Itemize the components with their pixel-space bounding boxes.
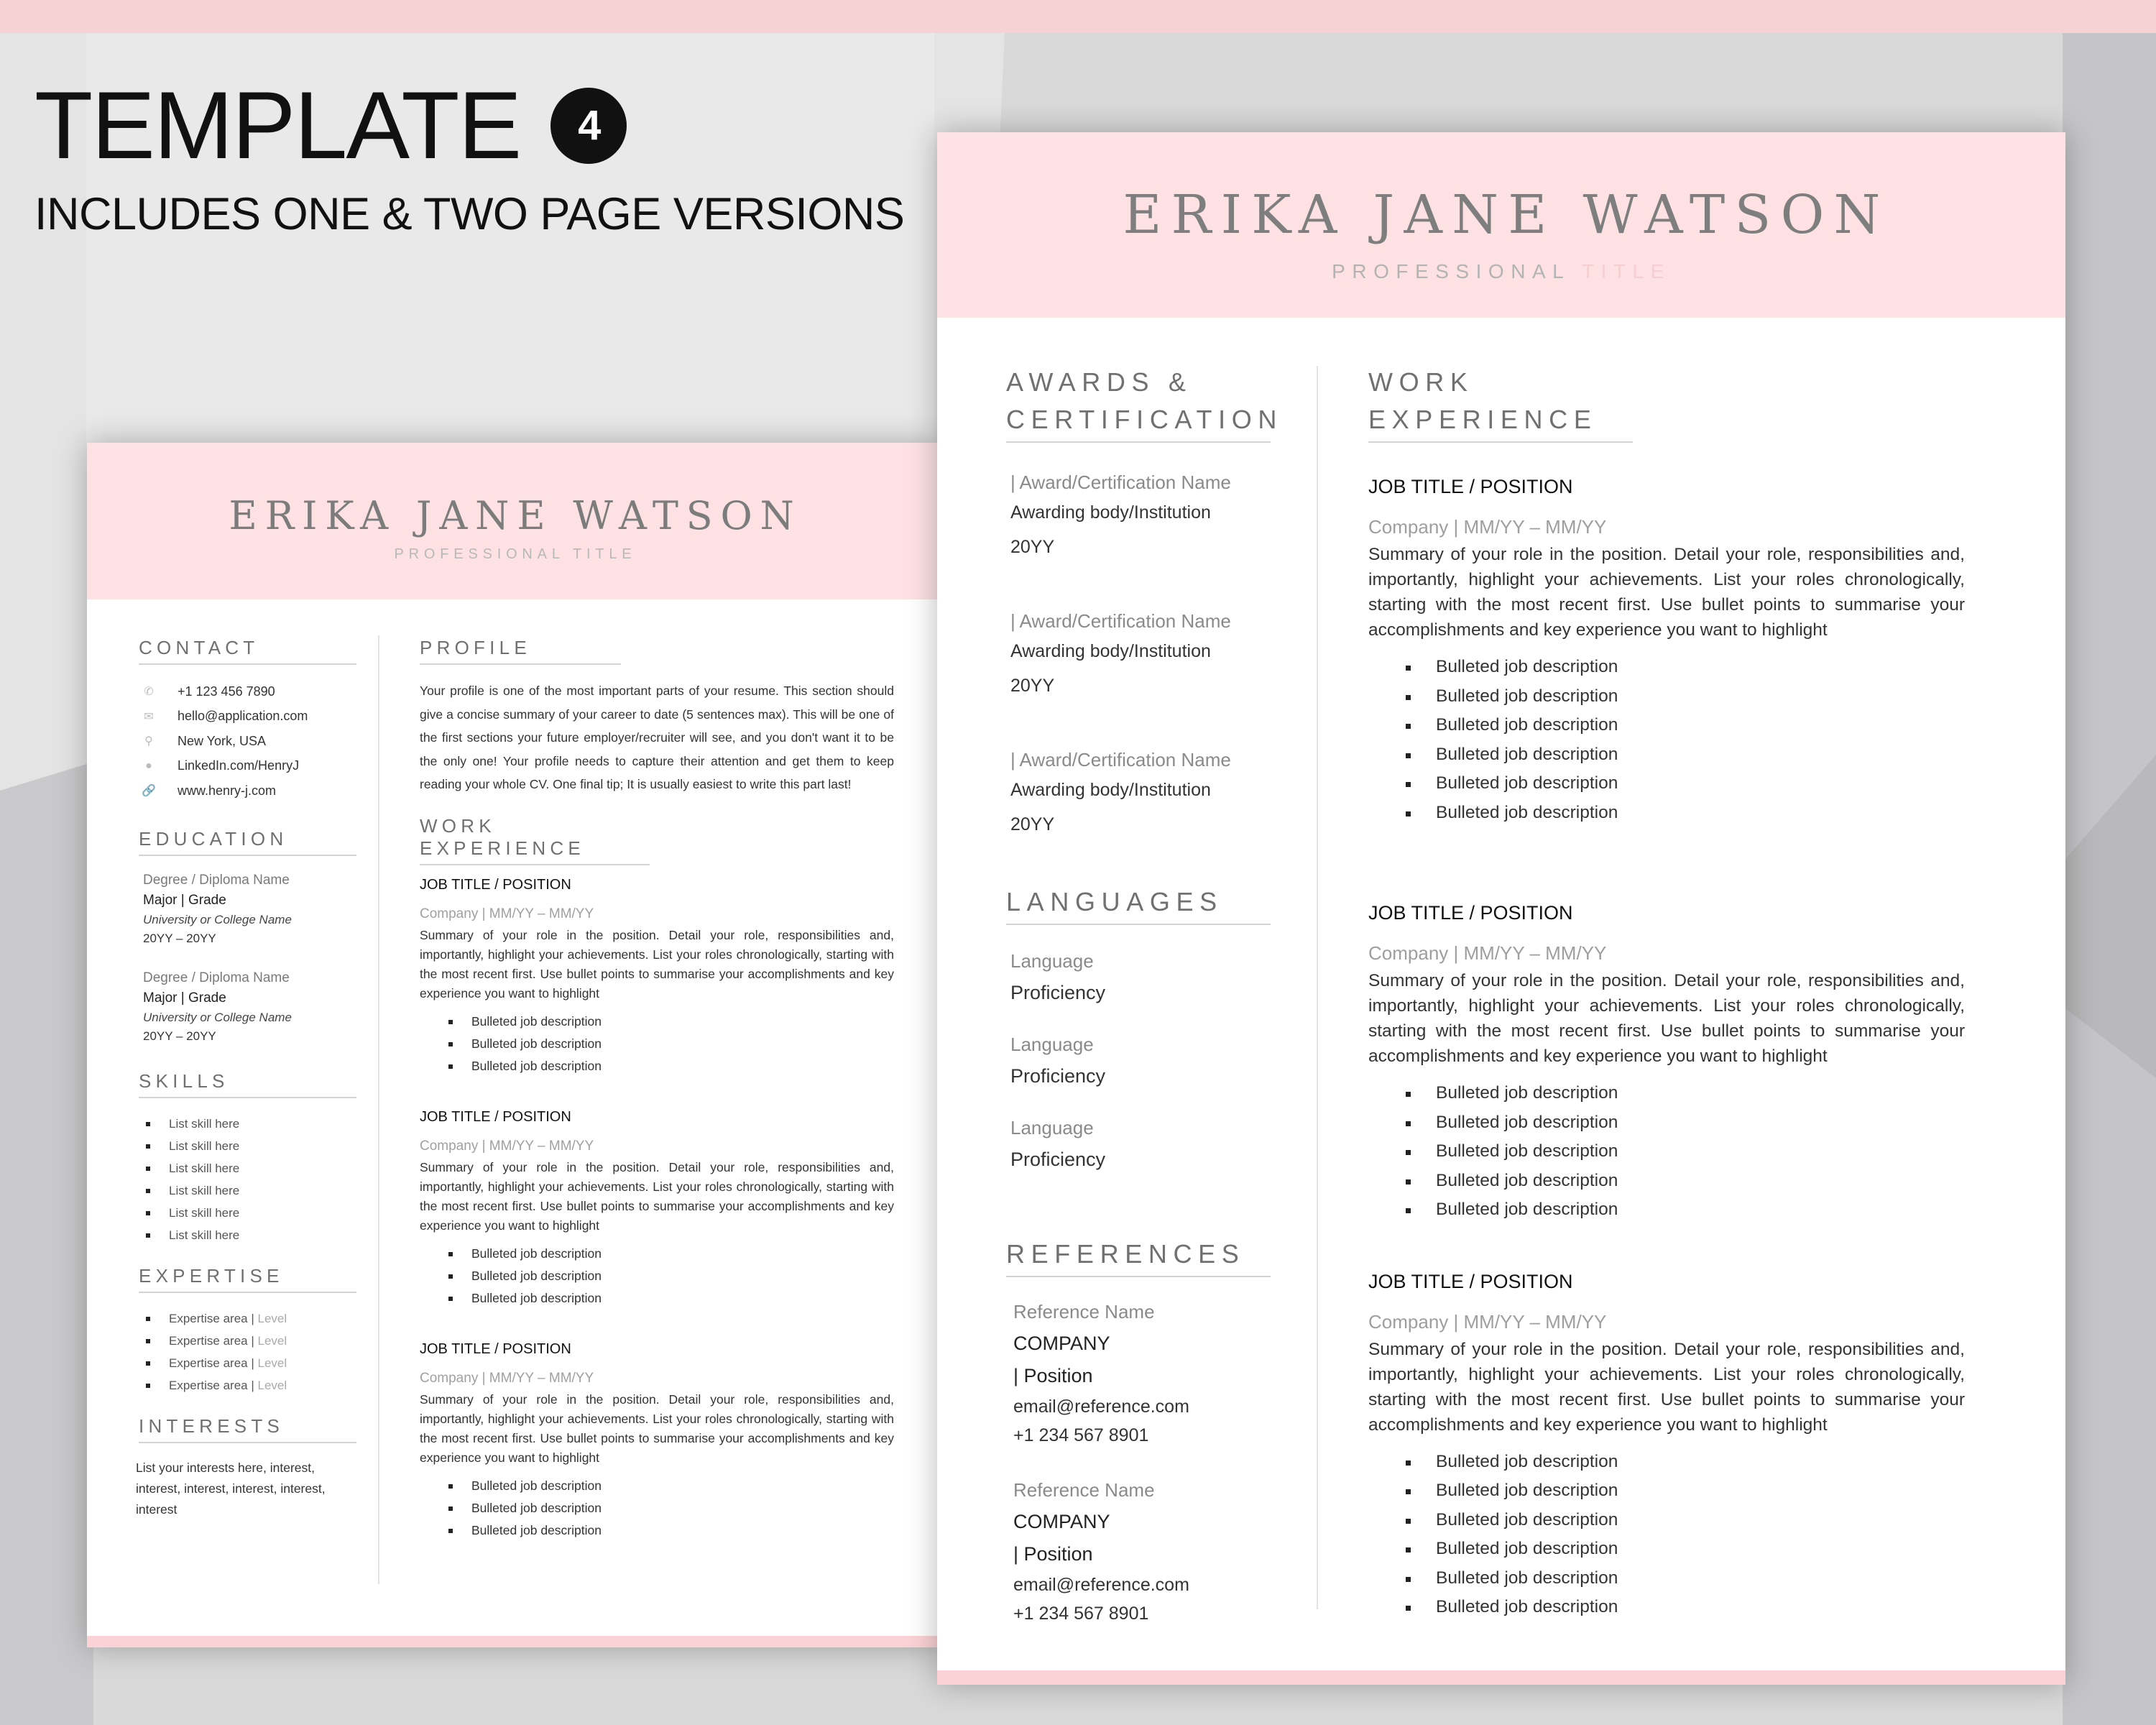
job-company-dates: Company | MM/YY – MM/YY (1368, 942, 1607, 964)
interests-heading: INTERESTS (139, 1415, 356, 1443)
reference-position: | Position (1013, 1365, 1093, 1386)
language-name: Language (1010, 1034, 1094, 1055)
skill-item: List skill here (139, 1202, 356, 1224)
award-name: | Award/Certification Name (1010, 472, 1231, 493)
job-entry (420, 1106, 894, 1310)
job-bullet: Bulleted job description (1368, 1476, 1965, 1506)
contact-location: New York, USA (178, 733, 267, 748)
job-bullet: Bulleted job description (1368, 711, 1965, 740)
award-body: Awarding body/Institution (1010, 641, 1211, 661)
job-bullet: Bulleted job description (1368, 769, 1965, 799)
job-summary: Summary of your role in the position. Detail your role, responsibilities and, importantly, highlight your achievements. List your roles chronologically, starting with the most recent first. Use bullet points to summarise your accomplishments and key experience you want to highlight (420, 1392, 894, 1465)
major-grade: Major | Grade (143, 892, 226, 908)
job-title: JOB TITLE / POSITION (420, 1340, 571, 1357)
job-bullet: Bulleted job description (1368, 1564, 1965, 1593)
job-summary: Summary of your role in the position. Detail your role, responsibilities and, importantly, highlight your achievements. List your roles chronologically, starting with the most recent first. Use bullet points to summarise your accomplishments and key experience you want to highlight (420, 1159, 894, 1233)
expertise-area: Expertise area | (169, 1378, 258, 1392)
award-name: | Award/Certification Name (1010, 749, 1231, 770)
location-pin-icon: ⚲ (144, 735, 153, 748)
resume-name: ERIKA JANE WATSON (1123, 184, 1890, 246)
job-bullet: Bulleted job description (1368, 1535, 1965, 1564)
profile-text: Your profile is one of the most important parts of your resume. This section should give a concise summary of your career to date (5 sentences max). This will be one of the first sections your future employer/recruiter will see, and you don't want it to be the only one! Your profile needs to capture their attention and get them to keep reading your whole CV. One final tip; It is usually easiest to write this part last! (420, 684, 894, 791)
award-body: Awarding body/Institution (1010, 780, 1211, 800)
job-bullet: Bulleted job description (1368, 1448, 1965, 1477)
major-grade: Major | Grade (143, 990, 226, 1006)
award-year: 20YY (1010, 814, 1055, 834)
reference-name: Reference Name (1013, 1301, 1155, 1322)
website-icon: 🔗 (142, 785, 156, 798)
job-summary: Summary of your role in the position. Detail your role, responsibilities and, importantly, highlight your achievements. List your roles chronologically, starting with the most recent first. Use bullet points to summarise your accomplishments and key experience you want to highlight (1368, 971, 1965, 1066)
job-bullet: Bulleted job description (1368, 1195, 1965, 1225)
expertise-item (139, 1307, 356, 1330)
reference-company: COMPANY (1013, 1333, 1110, 1354)
language-item (1006, 945, 1271, 1008)
template-heading (34, 72, 904, 180)
expertise-level: Level (257, 1311, 287, 1325)
resume-page-one (87, 443, 944, 1647)
right-column (1368, 364, 1965, 1685)
reference-name: Reference Name (1013, 1479, 1155, 1501)
linkedin-icon: ● (145, 759, 152, 772)
job-company-dates: Company | MM/YY – MM/YY (420, 1370, 594, 1386)
expertise-area: Expertise area | (169, 1311, 258, 1325)
skill-item: List skill here (139, 1157, 356, 1179)
award-item (1006, 745, 1271, 844)
contact-row (139, 729, 356, 754)
page-footer-band (87, 1636, 944, 1647)
education-item (139, 968, 356, 1046)
job-bullets (420, 1475, 894, 1542)
resume-header (937, 132, 2065, 318)
award-body: Awarding body/Institution (1010, 502, 1211, 523)
job-bullet: Bulleted job description (420, 1033, 894, 1055)
contact-row (139, 704, 356, 730)
left-column (1006, 364, 1283, 1652)
job-summary: Summary of your role in the position. Detail your role, responsibilities and, importantly, highlight your achievements. List your roles chronologically, starting with the most recent first. Use bullet points to summarise your accomplishments and key experience you want to highlight (1368, 1339, 1965, 1435)
job-summary: Summary of your role in the position. Detail your role, responsibilities and, importantly, highlight your achievements. List your roles chronologically, starting with the most recent first. Use bullet points to summarise your accomplishments and key experience you want to highlight (420, 927, 894, 1000)
reference-phone: +1 234 567 8901 (1013, 1604, 1149, 1624)
language-item (1006, 1029, 1271, 1092)
job-bullet: Bulleted job description (1368, 1079, 1965, 1108)
job-bullet: Bulleted job description (1368, 799, 1965, 828)
job-bullet: Bulleted job description (420, 1519, 894, 1542)
job-bullet: Bulleted job description (1368, 740, 1965, 770)
job-title: JOB TITLE / POSITION (420, 876, 571, 893)
university-name: University or College Name (143, 912, 292, 926)
awards-heading-line2: CERTIFICATION (1006, 405, 1283, 434)
job-bullets (1368, 653, 1965, 827)
work-experience-heading: WORK EXPERIENCE (420, 815, 650, 865)
resume-name: ERIKA JANE WATSON (229, 493, 802, 538)
expertise-level: Level (257, 1356, 287, 1370)
job-entry (1368, 472, 1965, 827)
job-bullets (420, 1011, 894, 1077)
language-proficiency: Proficiency (1010, 1149, 1106, 1170)
degree-name: Degree / Diploma Name (143, 872, 290, 888)
award-name: | Award/Certification Name (1010, 610, 1231, 632)
job-bullets (1368, 1079, 1965, 1225)
reference-item (1006, 1474, 1271, 1628)
languages-heading: LANGUAGES (1006, 883, 1271, 925)
work-experience-heading: WORK EXPERIENCE (1368, 364, 1633, 443)
job-bullet: Bulleted job description (420, 1055, 894, 1077)
job-bullet: Bulleted job description (1368, 1506, 1965, 1535)
award-item (1006, 467, 1271, 566)
language-name: Language (1010, 1117, 1094, 1138)
education-heading: EDUCATION (139, 828, 356, 856)
language-item (1006, 1112, 1271, 1175)
award-year: 20YY (1010, 676, 1055, 696)
job-bullets (420, 1243, 894, 1310)
job-bullets (1368, 1448, 1965, 1622)
job-company-dates: Company | MM/YY – MM/YY (420, 906, 594, 921)
skill-item: List skill here (139, 1113, 356, 1135)
promo-heading (34, 72, 904, 243)
awards-heading (1006, 364, 1283, 443)
title-part-one: PROFESSIONAL (1332, 260, 1570, 282)
expertise-area: Expertise area | (169, 1333, 258, 1348)
title-part-two: TITLE (1582, 260, 1671, 282)
page-footer-band (937, 1670, 2065, 1685)
expertise-list (139, 1307, 356, 1397)
reference-email: email@reference.com (1013, 1575, 1189, 1595)
awards-list (1006, 467, 1271, 844)
job-title: JOB TITLE / POSITION (1368, 1270, 1573, 1292)
job-entry (420, 1338, 894, 1542)
education-item (139, 870, 356, 948)
phone-icon: ✆ (144, 686, 154, 699)
profile-heading: PROFILE (420, 637, 621, 665)
job-bullet: Bulleted job description (1368, 682, 1965, 712)
job-company-dates: Company | MM/YY – MM/YY (1368, 516, 1607, 538)
job-bullet: Bulleted job description (1368, 1108, 1965, 1138)
job-bullet: Bulleted job description (1368, 653, 1965, 682)
reference-company: COMPANY (1013, 1511, 1110, 1532)
contact-linkedin: LinkedIn.com/HenryJ (178, 758, 300, 773)
job-summary: Summary of your role in the position. Detail your role, responsibilities and, importantly, highlight your achievements. List your roles chronologically, starting with the most recent first. Use bullet points to summarise your accomplishments and key experience you want to highlight (1368, 545, 1965, 640)
resume-professional-title: PROFESSIONAL TITLE (394, 546, 637, 562)
top-pink-band (0, 0, 2156, 33)
university-name: University or College Name (143, 1010, 292, 1024)
resume-header (87, 443, 944, 599)
expertise-area: Expertise area | (169, 1356, 258, 1370)
reference-phone: +1 234 567 8901 (1013, 1425, 1149, 1445)
references-heading: REFERENCES (1006, 1236, 1271, 1277)
job-bullet: Bulleted job description (420, 1243, 894, 1265)
column-divider (378, 635, 379, 1584)
job-title: JOB TITLE / POSITION (1368, 902, 1573, 924)
job-bullet: Bulleted job description (420, 1265, 894, 1287)
awards-heading-line1: AWARDS & (1006, 367, 1192, 397)
job-company-dates: Company | MM/YY – MM/YY (1368, 1310, 1607, 1333)
template-label: TEMPLATE (34, 73, 521, 179)
contact-phone: +1 123 456 7890 (178, 684, 275, 699)
right-column (420, 637, 894, 1570)
job-entry (420, 874, 894, 1077)
skills-heading: SKILLS (139, 1070, 356, 1098)
language-proficiency: Proficiency (1010, 1065, 1106, 1087)
degree-name: Degree / Diploma Name (143, 970, 290, 985)
expertise-item (139, 1330, 356, 1352)
column-divider (1317, 366, 1318, 1609)
job-bullet: Bulleted job description (420, 1475, 894, 1497)
left-column (136, 637, 356, 1520)
contact-heading: CONTACT (139, 637, 356, 665)
contact-row (139, 778, 356, 804)
expertise-level: Level (257, 1333, 287, 1348)
skills-list (139, 1113, 356, 1246)
reference-position: | Position (1013, 1543, 1093, 1565)
promo-subtitle: INCLUDES ONE & TWO PAGE VERSIONS (34, 189, 905, 239)
job-bullet: Bulleted job description (420, 1497, 894, 1519)
job-bullet: Bulleted job description (420, 1011, 894, 1033)
contact-row (139, 754, 356, 779)
language-name: Language (1010, 950, 1094, 972)
resume-page-two (937, 132, 2065, 1685)
job-title: JOB TITLE / POSITION (420, 1108, 571, 1125)
mail-icon: ✉ (144, 710, 154, 723)
education-years: 20YY – 20YY (143, 931, 216, 945)
contact-row (139, 679, 356, 704)
award-item (1006, 606, 1271, 705)
job-entry (1368, 898, 1965, 1225)
job-bullet: Bulleted job description (1368, 1593, 1965, 1622)
job-bullet: Bulleted job description (1368, 1137, 1965, 1167)
contact-website: www.henry-j.com (178, 783, 277, 798)
job-title: JOB TITLE / POSITION (1368, 476, 1573, 497)
interests-text: List your interests here, interest, interest, interest, interest, interest, interest (136, 1460, 326, 1517)
skill-item: List skill here (139, 1224, 356, 1246)
contact-list (139, 679, 356, 804)
job-entry (1368, 1266, 1965, 1622)
award-year: 20YY (1010, 537, 1055, 557)
skill-item: List skill here (139, 1179, 356, 1202)
job-bullet: Bulleted job description (420, 1287, 894, 1310)
template-number-badge: 4 (550, 88, 627, 164)
reference-email: email@reference.com (1013, 1397, 1189, 1417)
language-proficiency: Proficiency (1010, 982, 1106, 1003)
resume-professional-title (937, 260, 2065, 283)
education-years: 20YY – 20YY (143, 1029, 216, 1043)
job-company-dates: Company | MM/YY – MM/YY (420, 1138, 594, 1154)
skill-item: List skill here (139, 1135, 356, 1157)
contact-email: hello@application.com (178, 709, 308, 724)
expertise-item (139, 1374, 356, 1397)
job-bullet: Bulleted job description (1368, 1167, 1965, 1196)
expertise-level: Level (257, 1378, 287, 1392)
expertise-item (139, 1352, 356, 1374)
reference-item (1006, 1296, 1271, 1450)
expertise-heading: EXPERTISE (139, 1265, 356, 1293)
